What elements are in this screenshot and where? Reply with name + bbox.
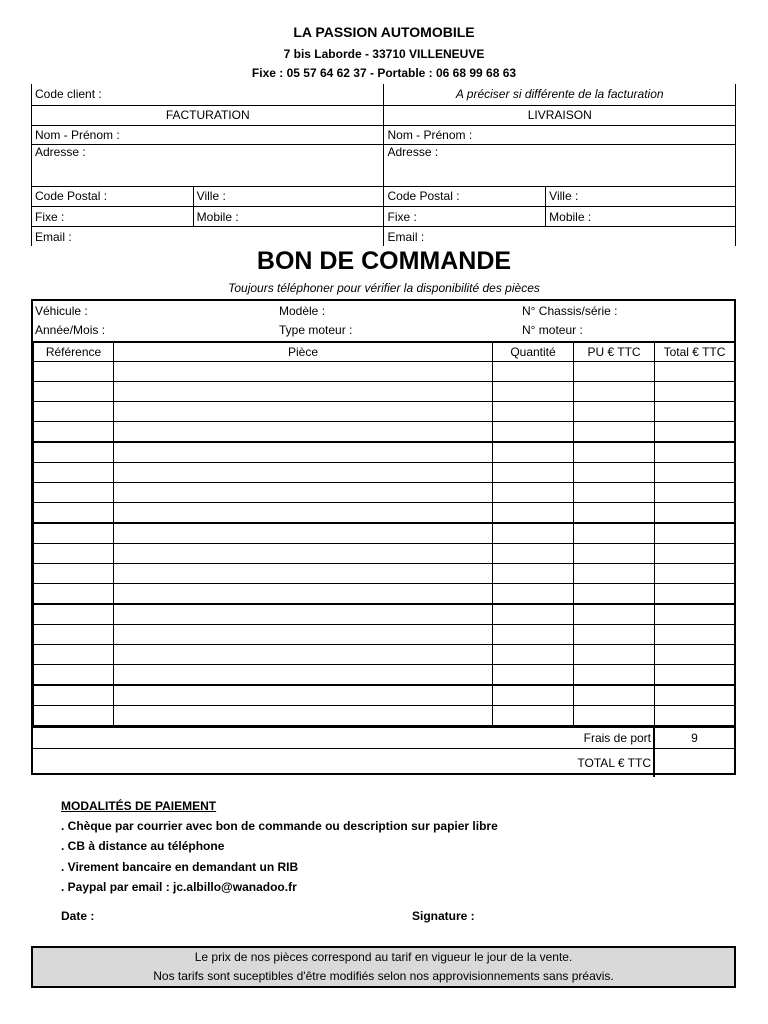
table-row xyxy=(34,706,735,726)
table-row xyxy=(34,503,735,524)
engine-no-label: N° moteur : xyxy=(522,323,583,337)
company-name: LA PASSION AUTOMOBILE xyxy=(293,24,475,40)
vehicle-label: Véhicule : xyxy=(35,304,88,318)
delivery-postal-label: Code Postal : xyxy=(384,186,546,206)
item-cell xyxy=(34,422,114,443)
item-cell xyxy=(574,625,655,645)
delivery-name-label: Nom - Prénom : xyxy=(384,126,736,145)
item-cell xyxy=(114,665,493,686)
billing-address-label: Adresse : xyxy=(32,145,384,187)
table-row xyxy=(34,544,735,564)
order-subtitle: Toujours téléphoner pour vérifier la disponibilité des pièces xyxy=(228,281,540,295)
billing-mobile-label: Mobile : xyxy=(193,206,384,226)
item-cell xyxy=(493,382,574,402)
item-cell xyxy=(655,422,735,443)
delivery-title: LIVRAISON xyxy=(384,105,736,125)
items-table xyxy=(33,341,735,726)
notice-line-2: Nos tarifs sont suceptibles d'être modifiés selon nos approvisionnements sans préavis. xyxy=(153,969,614,983)
payment-method: . Paypal par email : jc.albillo@wanadoo.fr xyxy=(61,880,297,894)
item-cell xyxy=(34,645,114,665)
item-cell xyxy=(34,665,114,686)
table-row xyxy=(34,625,735,645)
item-cell xyxy=(493,584,574,605)
item-cell xyxy=(34,402,114,422)
item-cell xyxy=(493,544,574,564)
item-cell xyxy=(493,503,574,524)
billing-email-label: Email : xyxy=(32,227,384,246)
table-row xyxy=(34,422,735,443)
item-cell xyxy=(493,645,574,665)
item-cell xyxy=(114,402,493,422)
item-cell xyxy=(114,362,493,382)
item-cell xyxy=(574,564,655,584)
table-row xyxy=(34,463,735,483)
notice-line-1: Le prix de nos pièces correspond au tarif en vigueur le jour de la vente. xyxy=(194,950,573,964)
table-row xyxy=(34,604,735,625)
vehicle-row-1 xyxy=(33,301,734,320)
item-cell xyxy=(574,685,655,706)
item-cell xyxy=(114,604,493,625)
item-cell xyxy=(574,706,655,726)
table-row xyxy=(34,564,735,584)
item-cell xyxy=(574,442,655,463)
delivery-fixe-label: Fixe : xyxy=(384,206,546,226)
item-cell xyxy=(574,584,655,605)
col-total: Total € TTC xyxy=(655,342,735,362)
table-row xyxy=(34,382,735,402)
table-row xyxy=(34,685,735,706)
item-cell xyxy=(114,544,493,564)
delivery-address-label: Adresse : xyxy=(384,145,736,187)
item-cell xyxy=(34,604,114,625)
item-cell xyxy=(114,584,493,605)
delivery-city-label: Ville : xyxy=(546,186,736,206)
date-label: Date : xyxy=(61,909,95,923)
billing-postal-label: Code Postal : xyxy=(32,186,194,206)
item-cell xyxy=(493,422,574,443)
payment-method: . Virement bancaire en demandant un RIB xyxy=(61,860,299,874)
item-cell xyxy=(655,483,735,503)
item-cell xyxy=(655,604,735,625)
item-cell xyxy=(493,523,574,544)
item-cell xyxy=(493,706,574,726)
item-cell xyxy=(574,665,655,686)
delivery-mobile-label: Mobile : xyxy=(546,206,736,226)
item-cell xyxy=(493,402,574,422)
item-cell xyxy=(574,362,655,382)
item-cell xyxy=(493,685,574,706)
item-cell xyxy=(114,706,493,726)
total-label: TOTAL € TTC xyxy=(577,756,651,770)
payment-title: MODALITÉS DE PAIEMENT xyxy=(61,799,217,813)
item-cell xyxy=(34,503,114,524)
delivery-note: A préciser si différente de la facturation xyxy=(384,84,736,105)
table-row xyxy=(34,402,735,422)
total-value xyxy=(654,749,734,778)
item-cell xyxy=(114,645,493,665)
item-cell xyxy=(574,503,655,524)
item-cell xyxy=(655,564,735,584)
item-cell xyxy=(574,422,655,443)
client-code-label: Code client : xyxy=(32,84,384,105)
col-piece: Pièce xyxy=(114,342,493,362)
item-cell xyxy=(114,503,493,524)
item-cell xyxy=(114,564,493,584)
item-cell xyxy=(655,503,735,524)
item-cell xyxy=(655,463,735,483)
item-cell xyxy=(114,483,493,503)
shipping-value: 9 xyxy=(654,727,734,749)
item-cell xyxy=(655,382,735,402)
billing-city-label: Ville : xyxy=(193,186,384,206)
item-cell xyxy=(493,442,574,463)
item-cell xyxy=(114,442,493,463)
item-cell xyxy=(34,625,114,645)
order-title: BON DE COMMANDE xyxy=(256,247,512,275)
table-row xyxy=(34,645,735,665)
year-label: Année/Mois : xyxy=(35,323,106,337)
table-row xyxy=(34,523,735,544)
item-cell xyxy=(655,544,735,564)
item-cell xyxy=(493,564,574,584)
item-cell xyxy=(34,523,114,544)
item-cell xyxy=(574,402,655,422)
item-cell xyxy=(574,645,655,665)
vehicle-row-2 xyxy=(33,320,734,339)
item-cell xyxy=(655,523,735,544)
col-quantity: Quantité xyxy=(493,342,574,362)
item-cell xyxy=(114,685,493,706)
item-cell xyxy=(655,685,735,706)
signature-label: Signature : xyxy=(412,909,475,923)
item-cell xyxy=(114,523,493,544)
item-cell xyxy=(574,382,655,402)
totals-table xyxy=(33,726,734,777)
item-cell xyxy=(655,625,735,645)
model-label: Modèle : xyxy=(279,304,326,318)
item-cell xyxy=(34,442,114,463)
table-row xyxy=(34,362,735,382)
item-cell xyxy=(34,463,114,483)
chassis-label: N° Chassis/série : xyxy=(522,304,618,318)
item-cell xyxy=(114,382,493,402)
item-cell xyxy=(655,645,735,665)
item-cell xyxy=(114,463,493,483)
item-cell xyxy=(655,362,735,382)
client-info-table xyxy=(31,84,736,246)
item-cell xyxy=(493,625,574,645)
table-row xyxy=(34,665,735,686)
price-notice xyxy=(31,946,736,988)
table-row xyxy=(34,584,735,605)
table-row xyxy=(34,442,735,463)
billing-fixe-label: Fixe : xyxy=(32,206,194,226)
item-cell xyxy=(574,604,655,625)
item-cell xyxy=(655,442,735,463)
payment-method: . CB à distance au téléphone xyxy=(61,839,225,853)
col-reference: Référence xyxy=(34,342,114,362)
item-cell xyxy=(574,523,655,544)
item-cell xyxy=(655,665,735,686)
item-cell xyxy=(493,665,574,686)
item-cell xyxy=(574,544,655,564)
item-cell xyxy=(34,483,114,503)
item-cell xyxy=(34,685,114,706)
billing-title: FACTURATION xyxy=(32,105,384,125)
item-cell xyxy=(114,625,493,645)
item-cell xyxy=(34,584,114,605)
shipping-label: Frais de port xyxy=(583,731,651,745)
item-cell xyxy=(655,584,735,605)
table-row xyxy=(34,483,735,503)
payment-method: . Chèque par courrier avec bon de commande ou description sur papier libre xyxy=(61,819,498,833)
col-unit-price: PU € TTC xyxy=(574,342,655,362)
company-phones: Fixe : 05 57 64 62 37 - Portable : 06 68 99 68 63 xyxy=(251,66,517,80)
item-cell xyxy=(574,463,655,483)
item-cell xyxy=(34,362,114,382)
item-cell xyxy=(34,564,114,584)
item-cell xyxy=(655,402,735,422)
item-cell xyxy=(493,362,574,382)
item-cell xyxy=(34,706,114,726)
delivery-email-label: Email : xyxy=(384,227,736,246)
item-cell xyxy=(34,382,114,402)
item-cell xyxy=(574,483,655,503)
engine-type-label: Type moteur : xyxy=(279,323,353,337)
item-cell xyxy=(655,706,735,726)
order-form xyxy=(31,299,736,775)
item-cell xyxy=(34,544,114,564)
company-address: 7 bis Laborde - 33710 VILLENEUVE xyxy=(283,47,485,61)
item-cell xyxy=(493,463,574,483)
billing-name-label: Nom - Prénom : xyxy=(32,126,384,145)
item-cell xyxy=(493,604,574,625)
item-cell xyxy=(493,483,574,503)
item-cell xyxy=(114,422,493,443)
